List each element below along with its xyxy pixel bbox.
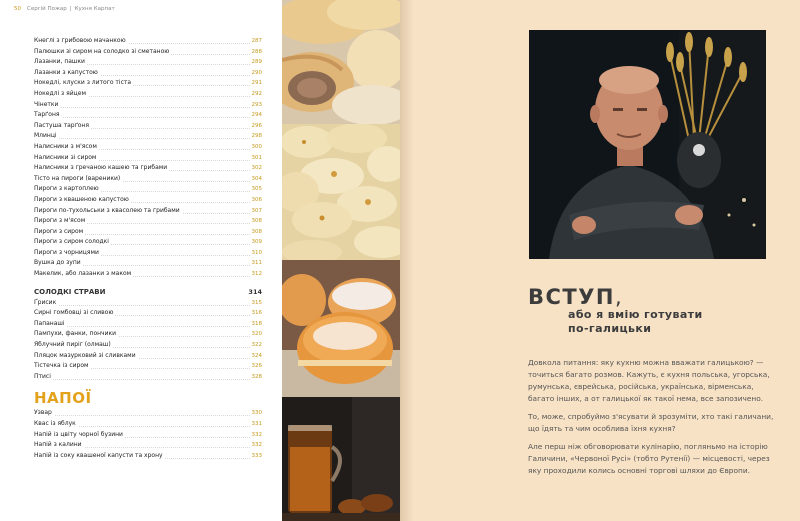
toc-entry [34, 361, 262, 372]
toc-entry-page: 294 [250, 110, 263, 121]
toc-entry [34, 184, 262, 195]
food-photo-strip [282, 0, 400, 521]
toc-entry-page: 308 [250, 216, 263, 227]
running-head [14, 6, 115, 12]
toc-entry-title: Ґрисик [34, 298, 57, 306]
toc-entry-page: 310 [250, 248, 263, 259]
toc-entry [34, 329, 262, 340]
toc-entry-title: Млинці [34, 132, 57, 140]
intro-subtitle-line2: по-галицьки [568, 322, 652, 335]
toc-entry-page: 301 [250, 153, 263, 164]
toc-entry [34, 36, 262, 47]
toc-entry-page: 292 [250, 89, 263, 100]
toc-sweets-list [34, 298, 262, 383]
header-separator: | [69, 6, 72, 12]
toc-drinks-list [34, 408, 262, 461]
toc-entry-title: Пампухи, фанки, пончики [34, 330, 117, 338]
toc-entry-page: 300 [250, 142, 263, 153]
toc-entry-title: Пироги з сиром солодкі [34, 238, 109, 246]
toc-entry-title: Пастуша тарґоня [34, 121, 89, 129]
toc-entry [34, 153, 262, 164]
toc-entry [34, 237, 262, 248]
toc-entry-page: 304 [250, 174, 263, 185]
toc-main-list [34, 36, 262, 280]
toc-entry [34, 227, 262, 238]
toc-entry [34, 57, 262, 68]
page-number: 50 [14, 6, 21, 12]
intro-title [528, 286, 703, 308]
toc-entry-title: Напій із цвіту чорної бузини [34, 430, 123, 438]
toc-entry-title: Птисі [34, 372, 51, 380]
toc-entry [34, 47, 262, 58]
toc-entry [34, 163, 262, 174]
toc-entry-page: 296 [250, 121, 263, 132]
author-portrait [529, 30, 766, 259]
toc-entry-page: 322 [250, 340, 263, 351]
toc-entry [34, 298, 262, 309]
intro-subtitle-line1: або я вмію готувати [568, 308, 703, 321]
toc-entry-page: 293 [250, 100, 263, 111]
toc-entry-title: Чінетки [34, 100, 59, 108]
toc-entry-title: Пироги з квашеною капустою [34, 195, 129, 203]
toc-entry-page: 288 [250, 47, 263, 58]
toc-entry [34, 68, 262, 79]
toc-entry [34, 319, 262, 330]
dumplings-photo [282, 124, 400, 260]
toc-entry-title: Напій з калини [34, 441, 82, 449]
toc-entry-page: 305 [250, 184, 263, 195]
toc-entry [34, 340, 262, 351]
intro-title-block [528, 286, 703, 336]
toc-entry-title: Лазанки, пашки [34, 58, 85, 66]
toc-entry-title: Пироги з м'ясом [34, 217, 86, 225]
toc-entry-page: 287 [250, 36, 263, 47]
toc-entry-title: Яблучний пиріг (олмаш) [34, 341, 111, 349]
toc-entry [34, 110, 262, 121]
table-of-contents [34, 36, 262, 461]
toc-entry [34, 372, 262, 383]
toc-entry-page: 330 [250, 408, 263, 419]
toc-entry-title: Квас із яблук [34, 420, 76, 427]
toc-entry [34, 308, 262, 319]
toc-entry [34, 100, 262, 111]
toc-entry [34, 89, 262, 100]
toc-section-sweets [34, 286, 262, 298]
toc-entry-title: Палюшки зі сиром на солодко зі сметаною [34, 47, 170, 55]
toc-entry-page: 332 [250, 440, 263, 451]
intro-paragraph-1: Довкола питання: яку кухню можна вважати галицькою? — точиться багато розмов. Кажуть, є кухня польська, угорська, румунська, єврейська, російська, українська, вірменська, багато інших, а от галицької як такої нема, все запозичено. [528, 358, 770, 403]
toc-entry [34, 131, 262, 142]
toc-entry-title: Налисники з гречаною кашею та грибами [34, 164, 168, 172]
toc-section-title: СОЛОДКІ СТРАВИ [34, 287, 106, 296]
toc-entry-page: 312 [250, 269, 263, 280]
toc-entry-page: 320 [250, 329, 263, 340]
intro-paragraph-3: Але перш ніж обговорювати кулінарію, погляньмо на історію Галичини, «Червоної Русі» (тобто Рутенії) — місцевості, через яку проходили колись основні торгові шляхи до Європи. [528, 442, 770, 475]
toc-entry-page: 306 [250, 195, 263, 206]
toc-entry-page: 326 [250, 361, 263, 372]
toc-entry-page: 308 [250, 227, 263, 238]
donuts-photo [282, 260, 400, 397]
toc-entry-title: Нокедлі з яйцем [34, 89, 86, 97]
toc-entry [34, 174, 262, 185]
toc-entry-page: 290 [250, 68, 263, 79]
right-page [400, 0, 800, 521]
toc-section-page: 314 [248, 287, 262, 296]
toc-entry-page: 331 [250, 419, 263, 430]
toc-entry-title: Пироги з чорницями [34, 248, 99, 256]
toc-entry-page: 307 [250, 206, 263, 217]
toc-entry [34, 269, 262, 280]
toc-entry-page: 311 [250, 258, 263, 269]
toc-entry-page: 291 [250, 78, 263, 89]
toc-entry-title: Сирні гомбовці зі сливою [34, 309, 114, 317]
toc-entry-page: 289 [250, 57, 263, 68]
toc-entry-title: Тісто на пироги (вареники) [34, 174, 121, 182]
drink-photo [282, 397, 400, 521]
toc-entry [34, 206, 262, 217]
toc-entry [34, 195, 262, 206]
toc-entry-title: Папанаші [34, 319, 65, 327]
toc-entry [34, 142, 262, 153]
toc-entry-page: 298 [250, 131, 263, 142]
toc-entry [34, 408, 262, 419]
toc-entry [34, 419, 262, 430]
toc-entry-title: Налисники зі сиром [34, 153, 97, 161]
toc-entry [34, 451, 262, 462]
toc-entry-page: 328 [250, 372, 263, 383]
toc-entry-title: Напій із соку квашеної капусти та хрону [34, 451, 163, 459]
toc-entry-page: 302 [250, 163, 263, 174]
toc-entry-page: 318 [250, 319, 263, 330]
toc-entry [34, 248, 262, 259]
toc-entry-title: Тарґоня [34, 111, 60, 119]
intro-title-comma: , [615, 285, 624, 309]
toc-entry-page: 309 [250, 237, 263, 248]
toc-entry-page: 333 [250, 451, 263, 462]
toc-entry-title: Пляцок мазурковий зі сливками [34, 351, 136, 359]
intro-body [528, 357, 778, 483]
toc-entry-page: 315 [250, 298, 263, 309]
toc-entry-title: Узвар [34, 409, 52, 417]
toc-entry-title: Тістечка із сиром [34, 362, 89, 370]
toc-entry-title: Кнеглі з грибовою мачанкою [34, 37, 126, 44]
toc-entry-title: Вушка до зупи [34, 259, 81, 267]
author-name: Сергій Пожар [27, 6, 67, 12]
toc-entry [34, 216, 262, 227]
toc-section-drinks: НАПОЇ [34, 389, 92, 408]
toc-entry-title: Пироги з сиром [34, 227, 84, 235]
toc-entry [34, 351, 262, 362]
toc-entry [34, 440, 262, 451]
toc-entry [34, 121, 262, 132]
toc-entry-page: 324 [250, 351, 263, 362]
meat-rolls-photo [282, 0, 400, 124]
toc-entry-title: Налисники з м'ясом [34, 142, 97, 150]
toc-entry-title: Пироги по-тухольськи з квасолею та грибами [34, 206, 180, 214]
toc-entry-title: Макелик, або лазанки з маком [34, 270, 132, 278]
toc-entry-page: 332 [250, 430, 263, 441]
intro-title-text: ВСТУП [528, 285, 616, 309]
page-gutter-shadow [400, 0, 414, 521]
toc-entry-title: Лазанки з капустою [34, 68, 98, 76]
intro-paragraph-2: То, може, спробуймо з'ясувати й зрозуміти, хто такі галичани, що їдять та чим особлива їхня кухня? [528, 412, 774, 433]
book-title: Кухня Карпат [74, 6, 115, 12]
toc-entry-page: 316 [250, 308, 263, 319]
toc-entry [34, 78, 262, 89]
toc-entry-title: Нокедлі, клуски з литого тіста [34, 79, 132, 87]
toc-entry [34, 258, 262, 269]
toc-entry [34, 430, 262, 441]
toc-entry-title: Пироги з картоплею [34, 185, 99, 193]
